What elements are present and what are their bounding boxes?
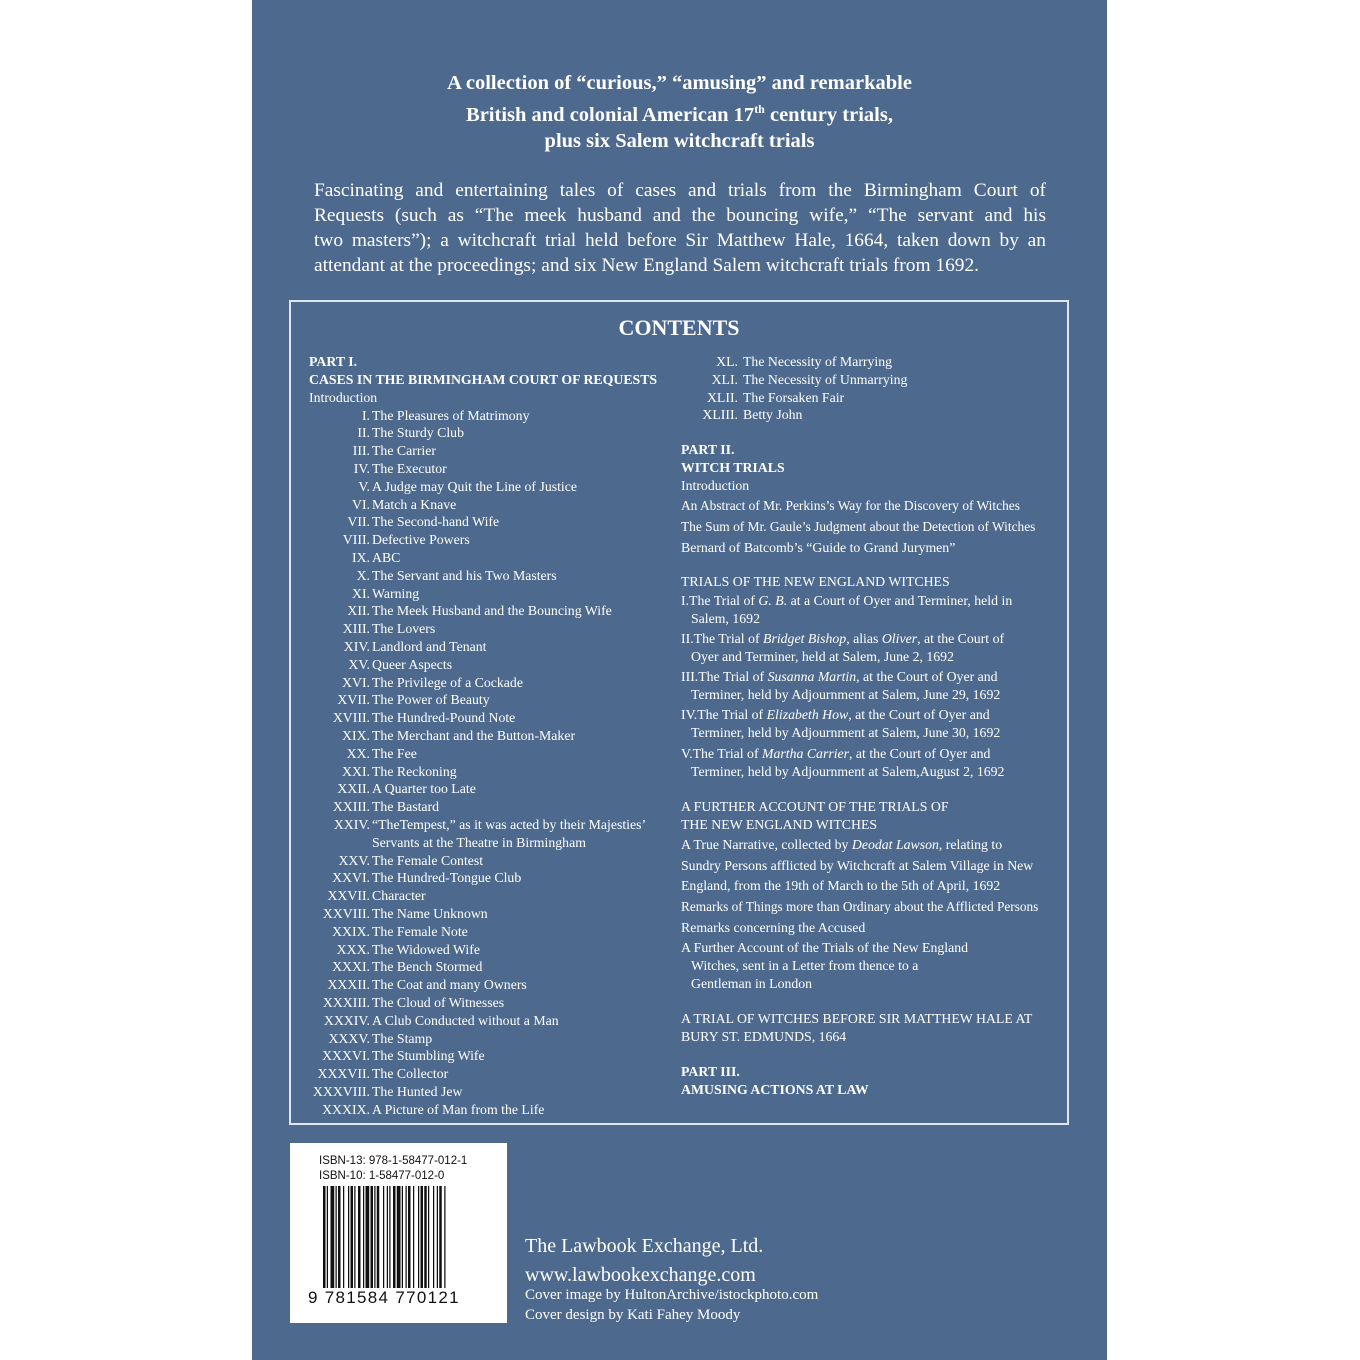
isbn-13: ISBN-13: 978-1-58477-012-1 — [319, 1155, 468, 1167]
part-1-label: PART I. — [309, 354, 358, 369]
chapter-title: The Name Unknown — [372, 905, 488, 921]
chapter-number: I. — [361, 407, 370, 423]
chapter-title: The Necessity of Marrying — [743, 354, 893, 369]
chapter-title: The Second-hand Wife — [372, 514, 500, 530]
part-3-heading: AMUSING ACTIONS AT LAW — [681, 1082, 869, 1097]
barcode-bar — [338, 1186, 341, 1298]
contents-left-column — [309, 354, 689, 1124]
chapter-number: XXI. — [342, 763, 370, 779]
chapter-number: VII. — [347, 514, 370, 530]
chapter-title: Match a Knave — [372, 496, 457, 512]
design-credit: Cover design by Kati Fahey Moody — [525, 1307, 741, 1323]
chapter-title: “TheTempest,” as it was acted by their Majesties’ — [372, 816, 647, 832]
barcode-bar — [383, 1186, 384, 1298]
chapter-number: XLII. — [706, 389, 738, 405]
chapter-title: The Cloud of Witnesses — [372, 994, 505, 1010]
chapter-number: XXXVIII. — [312, 1083, 370, 1099]
chapter-title: A Judge may Quit the Line of Justice — [372, 478, 577, 494]
description-line: Requests (such as “The meek husband and the bouncing wife,” “The servant and his — [314, 205, 1046, 226]
isbn-barcode-box — [290, 1143, 507, 1323]
lawson-entry-continued: Sundry Persons afflicted by Witchcraft at Salem Village in New — [681, 858, 1034, 873]
barcode-bar — [389, 1186, 390, 1298]
chapter-title: ABC — [372, 549, 401, 565]
part-1-introduction: Introduction — [309, 389, 378, 405]
barcode-bar — [348, 1186, 349, 1298]
chapter-title: The Forsaken Fair — [743, 389, 845, 405]
chapter-title: The Hunted Jew — [372, 1083, 463, 1099]
further-account-heading: A FURTHER ACCOUNT OF THE TRIALS OF — [681, 799, 949, 814]
hale-trial-heading-2: BURY ST. EDMUNDS, 1664 — [681, 1029, 847, 1044]
chapter-number: XIV. — [343, 638, 370, 654]
barcode-bar — [421, 1186, 424, 1298]
barcode-bar — [406, 1186, 407, 1298]
chapter-title: The Reckoning — [372, 763, 457, 779]
trial-name: G. B. — [758, 593, 788, 608]
chapter-title: The Merchant and the Button-Maker — [372, 727, 576, 743]
chapter-title: A Quarter too Late — [372, 781, 476, 797]
trial-entry — [681, 631, 1004, 647]
chapter-title: Landlord and Tenant — [372, 638, 487, 654]
trial-prefix: V.The Trial of — [681, 746, 763, 761]
barcode-bar — [343, 1186, 344, 1298]
chapter-title: The Carrier — [372, 443, 436, 459]
trial-prefix: I.The Trial of — [681, 593, 759, 608]
chapter-number: XV. — [348, 656, 370, 672]
barcode-bar — [433, 1186, 434, 1298]
trial-alias: Oliver — [881, 631, 918, 646]
trial-entry-continued: Oyer and Terminer, held at Salem, June 2, 1692 — [691, 649, 954, 664]
barcode-bar — [371, 1186, 374, 1298]
trial-name: Susanna Martin — [767, 669, 857, 684]
chapter-title: Defective Powers — [372, 532, 470, 548]
trial-prefix: II.The Trial of — [681, 631, 764, 646]
chapter-title: The Privilege of a Cockade — [372, 674, 523, 690]
trial-suffix: , at the Court of Oyer and — [849, 746, 991, 761]
chapter-title: The Female Contest — [372, 852, 484, 868]
chapter-title: The Executor — [372, 460, 447, 476]
publisher-name: The Lawbook Exchange, Ltd. — [525, 1235, 764, 1257]
chapter-number: XXXIX. — [322, 1101, 370, 1117]
barcode-bar — [439, 1186, 442, 1298]
chapter-number: XLI. — [711, 371, 738, 387]
chapter-number: III. — [352, 443, 370, 459]
chapter-number: XXXVI. — [322, 1048, 370, 1064]
back-cover — [252, 0, 1107, 1360]
barcode-bar — [387, 1186, 388, 1298]
chapter-number: XVIII. — [332, 710, 370, 726]
trial-entry — [681, 707, 990, 723]
further-account-heading-2: THE NEW ENGLAND WITCHES — [681, 817, 878, 832]
chapter-title: The Necessity of Unmarrying — [743, 371, 908, 387]
letter-entry: A Further Account of the Trials of the New England — [681, 940, 969, 955]
toc-entry: Bernard of Batcomb’s “Guide to Grand Jurymen” — [681, 540, 956, 555]
barcode-bar — [408, 1186, 411, 1298]
barcode-bar — [437, 1186, 438, 1298]
chapter-number: X. — [356, 567, 370, 583]
description-line: attendant at the proceedings; and six New England Salem witchcraft trials from 1692. — [314, 255, 980, 276]
chapter-number: XXXVII. — [317, 1066, 370, 1082]
trial-name: Martha Carrier — [762, 746, 850, 761]
chapter-number: VIII. — [342, 532, 370, 548]
chapter-title: The Pleasures of Matrimony — [372, 407, 530, 423]
trial-entry — [681, 669, 998, 685]
chapter-title: The Servant and his Two Masters — [372, 567, 557, 583]
barcode-bar — [327, 1186, 328, 1298]
trial-entry-continued: Terminer, held by Adjournment at Salem,August 2, 1692 — [691, 764, 1005, 779]
barcode-bar — [397, 1186, 401, 1298]
chapter-number: XII. — [347, 603, 370, 619]
letter-entry-continued: Gentleman in London — [691, 976, 813, 991]
chapter-title: The Sturdy Club — [372, 425, 464, 441]
chapter-title: The Power of Beauty — [372, 692, 490, 708]
part-3-label: PART III. — [681, 1064, 740, 1079]
part-2-heading: WITCH TRIALS — [681, 460, 785, 475]
lawson-name: Deodat Lawson — [851, 837, 939, 852]
isbn-10: ISBN-10: 1-58477-012-0 — [319, 1170, 445, 1182]
lawson-suffix: , relating to — [938, 837, 1003, 852]
chapter-number: IX. — [351, 549, 370, 565]
chapter-number: XXVI. — [332, 870, 370, 886]
trial-prefix: IV.The Trial of — [681, 707, 767, 722]
barcode-bar — [374, 1186, 375, 1298]
chapter-number: XXIII. — [332, 799, 370, 815]
chapter-title: The Female Note — [372, 923, 468, 939]
barcode-bar — [354, 1186, 355, 1298]
chapter-number: XIX. — [342, 727, 370, 743]
description — [314, 178, 1046, 278]
trial-suffix: at a Court of Oyer and Terminer, held in — [787, 593, 1013, 608]
new-england-heading: TRIALS OF THE NEW ENGLAND WITCHES — [681, 574, 950, 589]
chapter-title: Character — [372, 888, 426, 904]
tagline-line-2-rest: century trials, — [764, 103, 893, 126]
trial-entry-continued: Terminer, held by Adjournment at Salem, June 30, 1692 — [691, 725, 1001, 740]
chapter-title: The Coat and many Owners — [372, 977, 527, 993]
lawson-prefix: A True Narrative, collected by — [681, 837, 852, 852]
chapter-title: The Hundred-Tongue Club — [372, 870, 522, 886]
tagline-superscript: th — [754, 102, 765, 116]
chapter-title: Betty John — [743, 407, 803, 423]
trial-entry-continued: Salem, 1692 — [691, 611, 760, 626]
barcode-bar — [358, 1186, 361, 1298]
toc-entry: The Sum of Mr. Gaule’s Judgment about the Detection of Witches — [681, 519, 1036, 534]
trial-entry — [681, 593, 1012, 609]
description-line: Fascinating and entertaining tales of cases and trials from the Birmingham Court of — [314, 180, 1046, 201]
trial-suffix: , at the Court of Oyer and — [848, 707, 990, 722]
chapter-number: XXXIII. — [322, 994, 370, 1010]
trial-entry-continued: Terminer, held by Adjournment at Salem, June 29, 1692 — [691, 687, 1001, 702]
barcode-digits: 9 781584 770121 — [308, 1288, 460, 1307]
tagline-line-2 — [252, 96, 1107, 128]
image-credit: Cover image by HultonArchive/istockphoto.com — [525, 1287, 819, 1303]
chapter-number: XX. — [346, 745, 370, 761]
trial-prefix: III.The Trial of — [681, 669, 768, 684]
contents-title: CONTENTS — [618, 315, 740, 340]
contents-right-column — [681, 354, 1066, 1124]
toc-entry: An Abstract of Mr. Perkins’s Way for the Discovery of Witches — [681, 498, 1020, 513]
chapter-number: XXIX. — [332, 923, 370, 939]
barcode-bar — [444, 1186, 445, 1298]
barcode-bar — [366, 1186, 370, 1298]
chapter-number: V. — [358, 478, 370, 494]
barcode-bar — [363, 1186, 364, 1298]
chapter-number: XXX. — [336, 941, 370, 957]
chapter-number: XXVII. — [327, 888, 370, 904]
barcode-bar — [424, 1186, 427, 1298]
chapter-number: VI. — [351, 496, 370, 512]
chapter-number: XXXIV. — [323, 1012, 370, 1028]
chapter-title: The Hundred-Pound Note — [372, 710, 516, 726]
chapter-title: A Club Conducted without a Man — [372, 1012, 559, 1028]
tagline-line-3: plus six Salem witchcraft trials — [544, 129, 815, 152]
part-2-label: PART II. — [681, 442, 735, 457]
chapter-number: XXVIII. — [322, 905, 370, 921]
chapter-number: XL. — [716, 354, 738, 369]
letter-entry-continued: Witches, sent in a Letter from thence to a — [691, 958, 919, 973]
chapter-title: The Fee — [372, 745, 417, 761]
chapter-title: The Stamp — [372, 1030, 433, 1046]
chapter-title: The Collector — [372, 1066, 449, 1082]
barcode-bar — [377, 1186, 380, 1298]
chapter-number: XIII. — [342, 621, 370, 637]
chapter-number: XXXV. — [328, 1030, 370, 1046]
chapter-number: XXIV. — [333, 816, 370, 832]
chapter-title: The Meek Husband and the Bouncing Wife — [372, 603, 612, 619]
chapter-number: XI. — [351, 585, 370, 601]
chapter-number: IV. — [353, 460, 370, 476]
chapter-title: A Picture of Man from the Life — [372, 1101, 545, 1117]
trial-suffix: , at the Court of — [917, 631, 1005, 646]
trial-suffix: , at the Court of Oyer and — [856, 669, 998, 684]
barcode-bar — [402, 1186, 403, 1298]
part-1-heading: CASES IN THE BIRMINGHAM COURT OF REQUESTS — [309, 372, 658, 387]
part-2-introduction: Introduction — [681, 478, 750, 493]
barcode-bar — [393, 1186, 396, 1298]
trial-name: Elizabeth How — [766, 707, 849, 722]
toc-entry: Remarks of Things more than Ordinary about the Afflicted Persons — [681, 899, 1039, 914]
barcode-bar — [428, 1186, 429, 1298]
trial-middle: , alias — [846, 631, 882, 646]
chapter-title: Warning — [372, 585, 420, 601]
tagline — [252, 70, 1107, 154]
chapter-number: XVI. — [342, 674, 370, 690]
publisher-url[interactable]: www.lawbookexchange.com — [525, 1264, 756, 1286]
barcode-bar — [351, 1186, 354, 1298]
chapter-number: II. — [357, 425, 370, 441]
barcode-bar — [323, 1186, 326, 1298]
lawson-entry — [681, 837, 1002, 853]
barcode-bar — [331, 1186, 335, 1298]
chapter-title: The Bench Stormed — [372, 959, 483, 975]
trial-name: Bridget Bishop — [763, 631, 847, 646]
barcode-bar — [418, 1186, 419, 1298]
chapter-title: Queer Aspects — [372, 656, 453, 672]
contents-box — [289, 300, 1069, 1125]
trial-entry — [681, 746, 990, 762]
hale-trial-heading: A TRIAL OF WITCHES BEFORE SIR MATTHEW HALE AT — [681, 1011, 1033, 1026]
chapter-number: XXXI. — [332, 959, 370, 975]
chapter-title-continued: Servants at the Theatre in Birmingham — [372, 834, 586, 850]
chapter-number: XXII. — [337, 781, 370, 797]
tagline-line-2-text: British and colonial American 17 — [466, 103, 755, 126]
chapter-title: The Lovers — [372, 621, 436, 637]
lawson-entry-continued: England, from the 19th of March to the 5th of April, 1692 — [681, 878, 1001, 893]
chapter-number: XLIII. — [702, 407, 738, 423]
description-line: two masters”); a witchcraft trial held before Sir Matthew Hale, 1664, taken down by an — [314, 230, 1046, 251]
chapter-title: The Stumbling Wife — [372, 1048, 485, 1064]
chapter-title: The Widowed Wife — [372, 941, 480, 957]
tagline-line-1: A collection of “curious,” “amusing” and remarkable — [447, 72, 912, 94]
chapter-number: XXV. — [338, 852, 370, 868]
chapter-number: XXXII. — [327, 977, 370, 993]
chapter-title: The Bastard — [372, 799, 440, 815]
chapter-number: XVII. — [337, 692, 370, 708]
toc-entry: Remarks concerning the Accused — [681, 920, 866, 935]
barcode-bar — [336, 1186, 337, 1298]
barcode-bar — [413, 1186, 414, 1298]
